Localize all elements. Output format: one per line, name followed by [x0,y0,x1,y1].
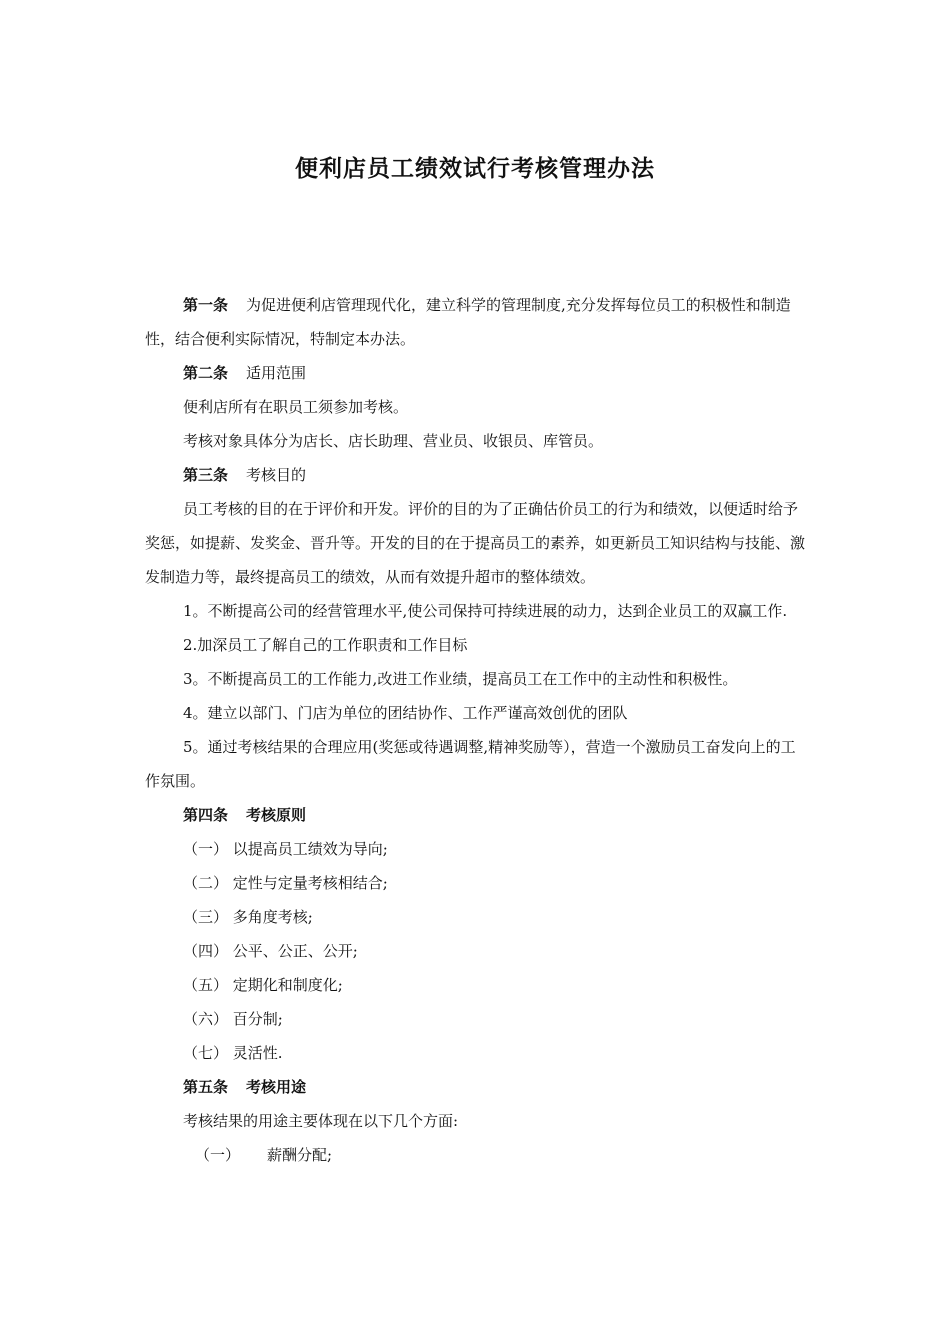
article-4-item: （一） 以提高员工绩效为导向; [183,840,388,858]
article-4-item: （二） 定性与定量考核相结合; [183,874,388,892]
article-3-item: 1。不断提高公司的经营管理水平,使公司保持可持续进展的动力，达到企业员工的双赢工作. [183,602,788,620]
article-3-item: 5。通过考核结果的合理应用(奖惩或待遇调整,精神奖励等），营造一个激励员工奋发向上的工作氛围。 [145,738,796,790]
article-5-item-label: （一） [195,1146,241,1164]
article-5-item [145,1138,807,1172]
article-2-paragraph: 考核对象具体分为店长、店长助理、营业员、收银员、库管员。 [183,432,604,450]
article-5-heading [145,1070,807,1104]
article-3-title: 考核目的 [246,466,307,484]
article-4-item: （六） 百分制; [183,1010,283,1028]
article-4-item: （三） 多角度考核; [183,908,313,926]
article-3-heading [145,458,807,492]
article-3-item: 2.加深员工了解自己的工作职责和工作目标 [183,636,468,654]
document-body [145,288,807,1172]
article-5-item-text: 薪酬分配; [267,1146,333,1164]
article-2-paragraph: 便利店所有在职员工须参加考核。 [183,398,409,416]
article-3-intro: 员工考核的目的在于评价和开发。评价的目的为了正确估价员工的行为和绩效，以便适时给予奖惩，如提薪、发奖金、晋升等。开发的目的在于提高员工的素养，如更新员工知识结构与技能、激发制造力等，最终提高员工的绩效，从而有效提升超市的整体绩效。 [145,500,806,586]
article-4-title: 考核原则 [246,806,307,824]
article-5-intro: 考核结果的用途主要体现在以下几个方面: [183,1112,459,1130]
document-title: 便利店员工绩效试行考核管理办法 [295,155,655,182]
article-4-heading [145,798,807,832]
article-1-label: 第一条 [183,296,229,314]
article-1-text: 为促进便利店管理现代化，建立科学的管理制度,充分发挥每位员工的积极性和制造性，结合便利实际情况，特制定本办法。 [145,296,791,348]
article-1 [145,288,807,356]
article-4-item: （四） 公平、公正、公开; [183,942,358,960]
article-4-item: （五） 定期化和制度化; [183,976,343,994]
article-3-item: 4。建立以部门、门店为单位的团结协作、工作严谨高效创优的团队 [183,704,628,722]
article-4-label: 第四条 [183,806,229,824]
article-4-item: （七） 灵活性. [183,1044,283,1062]
article-2-label: 第二条 [183,364,229,382]
article-3-label: 第三条 [183,466,229,484]
article-5-title: 考核用途 [246,1078,307,1096]
article-2-title: 适用范围 [246,364,307,382]
article-5-label: 第五条 [183,1078,229,1096]
article-3-item: 3。不断提高员工的工作能力,改进工作业绩，提高员工在工作中的主动性和积极性。 [183,670,738,688]
article-2-heading [145,356,807,390]
